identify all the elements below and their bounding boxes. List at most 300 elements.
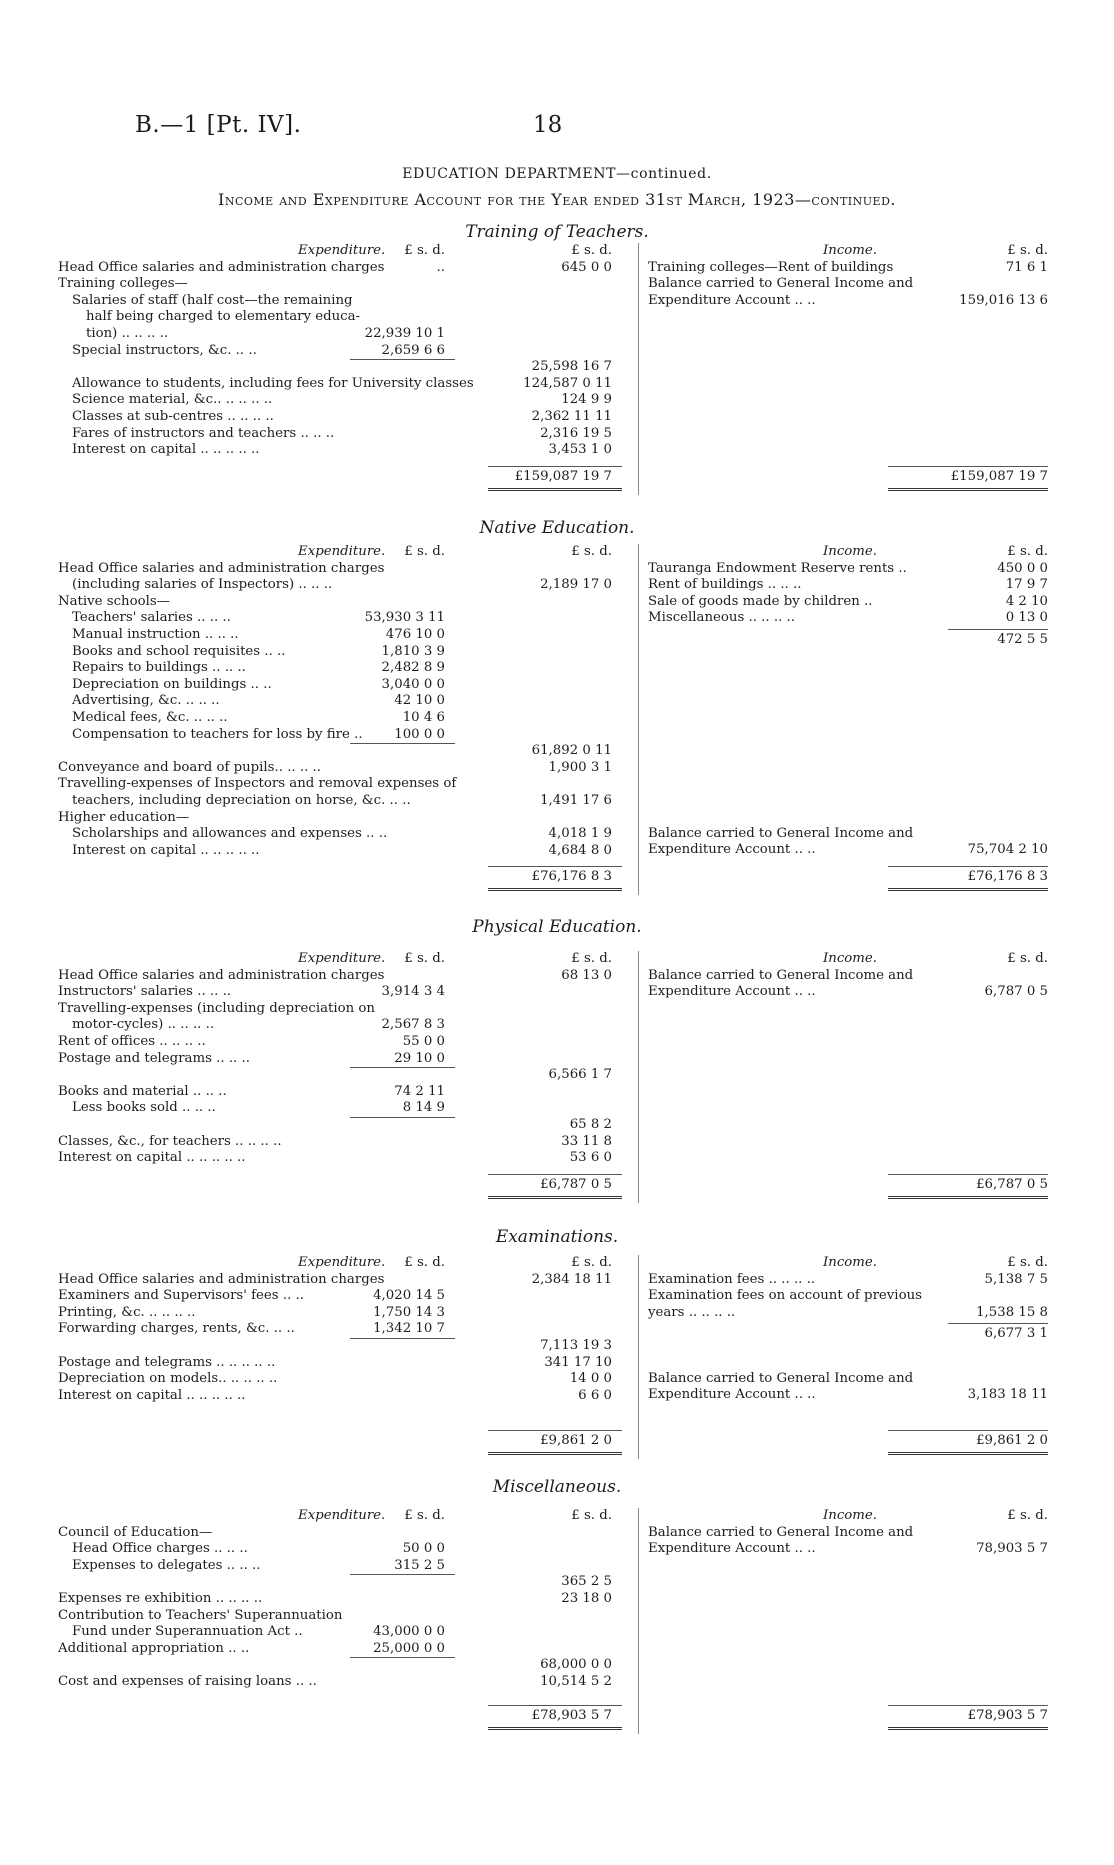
- row-label: Interest on capital .. .. .. .. ..: [58, 1150, 246, 1166]
- expenditure-header: [58, 951, 630, 968]
- amount-outer: 1,491 17 6: [540, 792, 612, 808]
- amount-inner: 100 0 0: [394, 726, 445, 742]
- row-label: Balance carried to General Income and: [648, 825, 914, 841]
- amount-inner: 315 2 5: [394, 1557, 445, 1573]
- expenditure-row: [58, 1624, 630, 1641]
- row-label: Travelling-expenses (including depreciation on: [58, 1000, 375, 1016]
- expenditure-row: [58, 1591, 630, 1608]
- row-label: Balance carried to General Income and: [648, 1524, 914, 1540]
- expenditure-total: £159,087 19 7: [514, 468, 612, 484]
- amount-inner: 3,040 0 0: [381, 676, 445, 692]
- amount-outer: 33 11 8: [561, 1133, 612, 1149]
- double-rule: [488, 888, 622, 891]
- total-rule: [488, 1174, 622, 1175]
- income-row: [648, 293, 1048, 310]
- amount-inner: 50 0 0: [402, 1541, 445, 1557]
- income-row: [648, 984, 1048, 1001]
- expenditure-column: [58, 1255, 630, 1453]
- expenditure-row: [58, 1034, 630, 1051]
- row-label: Examination fees on account of previous: [648, 1288, 922, 1304]
- expenditure-header: [58, 1255, 630, 1272]
- row-label: Salaries of staff (half cost—the remaining: [72, 292, 353, 308]
- amount: 78,903 5 7: [976, 1541, 1048, 1557]
- income-row: [648, 594, 1048, 611]
- section-title: Examinations.: [495, 1227, 619, 1247]
- row-label: Books and school requisites .. ..: [72, 643, 286, 659]
- pounds-sd-heading: £ s. d.: [1007, 1255, 1048, 1270]
- row-label: Expenditure Account .. ..: [648, 292, 816, 308]
- row-label: Head Office charges .. .. ..: [72, 1541, 248, 1557]
- expenditure-row: [58, 1001, 630, 1018]
- total-rule: [888, 466, 1048, 467]
- row-label: Compensation to teachers for loss by fire ..: [72, 726, 363, 742]
- pounds-sd-heading: £ s. d.: [571, 243, 612, 258]
- double-rule: [888, 888, 1048, 891]
- column-divider: [638, 1255, 639, 1459]
- expenditure-row: [58, 577, 630, 594]
- amount: 3,183 18 11: [967, 1387, 1048, 1403]
- expenditure-row: [58, 376, 630, 393]
- double-rule: [488, 1727, 622, 1730]
- row-label: Classes, &c., for teachers .. .. .. ..: [58, 1133, 282, 1149]
- amount-inner: 10 4 6: [402, 709, 445, 725]
- expenditure-total: £6,787 0 5: [540, 1176, 612, 1192]
- row-label: Repairs to buildings .. .. ..: [72, 660, 246, 676]
- income-column: [648, 1255, 1048, 1404]
- expenditure-row: [58, 392, 630, 409]
- expenditure-column: [58, 951, 630, 1197]
- amount-inner: 4,020 14 5: [373, 1288, 445, 1304]
- pounds-sd-heading: £ s. d.: [571, 1508, 612, 1523]
- pounds-sd-heading: £ s. d.: [571, 1255, 612, 1270]
- column-divider: [638, 951, 639, 1203]
- expenditure-row: [58, 343, 630, 360]
- amount: 4 2 10: [1005, 593, 1048, 609]
- total-rule: [888, 1705, 1048, 1706]
- expenditure-row: [58, 326, 630, 343]
- expenditure-total: £76,176 8 3: [531, 869, 612, 885]
- account-title: Income and Expenditure Account for the Year ended 31st March, 1923—continued.: [218, 190, 896, 209]
- row-label: Depreciation on models.. .. .. .. ..: [58, 1371, 278, 1387]
- row-label: Head Office salaries and administration charges: [58, 967, 385, 983]
- subtotal-row: [58, 1338, 630, 1355]
- expenditure-total-row: [58, 1177, 630, 1197]
- row-label: Rent of offices .. .. .. ..: [58, 1033, 206, 1049]
- expenditure-row: [58, 610, 630, 627]
- income-total: £78,903 5 7: [967, 1708, 1048, 1723]
- amount: 450 0 0: [997, 560, 1048, 576]
- amount-outer: 6,566 1 7: [548, 1067, 612, 1083]
- row-label: Expenses re exhibition .. .. .. ..: [58, 1590, 263, 1606]
- income-row: [648, 276, 1048, 293]
- expenditure-row: [58, 1541, 630, 1558]
- expenditure-header: [58, 544, 630, 561]
- expenditure-total: £78,903 5 7: [531, 1707, 612, 1723]
- row-label: Balance carried to General Income and: [648, 276, 914, 292]
- row-label: Interest on capital .. .. .. .. ..: [72, 442, 260, 458]
- row-label: Balance carried to General Income and: [648, 967, 914, 983]
- expenditure-row: [58, 1084, 630, 1101]
- amount-inner: 22,939 10 1: [364, 325, 445, 341]
- row-label: Fares of instructors and teachers .. .. ..: [72, 425, 335, 441]
- expenditure-row: [58, 1305, 630, 1322]
- row-label: years .. .. .. ..: [648, 1304, 736, 1320]
- row-label: Council of Education—: [58, 1524, 213, 1540]
- amount-outer: 124,587 0 11: [523, 375, 612, 391]
- expenditure-row: [58, 426, 630, 443]
- department-title: EDUCATION DEPARTMENT—continued.: [402, 166, 712, 182]
- section-title: Training of Teachers.: [465, 222, 649, 242]
- row-label: Advertising, &c. .. .. ..: [72, 693, 220, 709]
- expenditure-row: [58, 1525, 630, 1542]
- income-subtotal-row: [648, 1321, 1048, 1343]
- row-label: Postage and telegrams .. .. ..: [58, 1050, 250, 1066]
- subtotal-rule: [948, 629, 1048, 630]
- amount-outer: 6 6 0: [578, 1387, 612, 1403]
- amount-inner: 8 14 9: [402, 1100, 445, 1116]
- row-label: motor-cycles) .. .. .. ..: [72, 1017, 215, 1033]
- income-row: [648, 260, 1048, 277]
- amount: 5,138 7 5: [984, 1271, 1048, 1287]
- row-label: Balance carried to General Income and: [648, 1370, 914, 1386]
- row-label: Postage and telegrams .. .. .. .. ..: [58, 1354, 276, 1370]
- double-rule: [888, 1196, 1048, 1199]
- pounds-sd-heading: £ s. d.: [404, 544, 445, 559]
- double-rule: [488, 1196, 622, 1199]
- expenditure-header: [58, 243, 630, 260]
- amount: 1,538 15 8: [976, 1304, 1048, 1320]
- income-row: [648, 1387, 1048, 1404]
- amount-inner: 42 10 0: [394, 693, 445, 709]
- pounds-sd-heading: £ s. d.: [1007, 951, 1048, 966]
- expenditure-header: [58, 1508, 630, 1525]
- subtotal-row: [58, 1067, 630, 1084]
- income-row: [648, 1288, 1048, 1305]
- subtotal-row: [58, 1574, 630, 1591]
- income-heading: Income.: [823, 1508, 877, 1523]
- spacer: [648, 649, 1048, 826]
- income-total-row: [648, 1433, 1048, 1453]
- income-subtotal: 472 5 5: [997, 631, 1048, 647]
- expenditure-row: [58, 1608, 630, 1625]
- row-label: Manual instruction .. .. ..: [72, 626, 239, 642]
- amount-inner: 476 10 0: [385, 626, 445, 642]
- expenditure-total: £9,861 2 0: [540, 1432, 612, 1448]
- amount-inner: 43,000 0 0: [373, 1624, 445, 1640]
- amount-outer: 14 0 0: [569, 1371, 612, 1387]
- row-label: Additional appropriation .. ..: [58, 1640, 250, 1656]
- row-label: Cost and expenses of raising loans .. ..: [58, 1673, 317, 1689]
- amount-outer: 25,598 16 7: [531, 359, 612, 375]
- row-label: Fund under Superannuation Act ..: [72, 1624, 303, 1640]
- expenditure-row: [58, 644, 630, 661]
- row-label: Expenditure Account .. ..: [648, 984, 816, 1000]
- expenditure-row: [58, 627, 630, 644]
- income-row: [648, 826, 1048, 843]
- amount-inner: 1,342 10 7: [373, 1321, 445, 1337]
- row-label: Instructors' salaries .. .. ..: [58, 984, 232, 1000]
- income-header: [648, 951, 1048, 968]
- income-row: [648, 610, 1048, 627]
- income-column: [648, 243, 1048, 309]
- page-number: 18: [533, 112, 563, 138]
- income-header: [648, 243, 1048, 260]
- expenditure-row: [58, 843, 630, 860]
- pounds-sd-heading: £ s. d.: [404, 1255, 445, 1270]
- row-label: Head Office salaries and administration charges: [58, 1271, 385, 1287]
- row-label: Sale of goods made by children ..: [648, 593, 873, 609]
- expenditure-row: [58, 793, 630, 810]
- expenditure-row: [58, 561, 630, 578]
- amount: 0 13 0: [1005, 610, 1048, 626]
- total-rule: [488, 466, 622, 467]
- amount: 17 9 7: [1005, 577, 1048, 593]
- subtotal-rule: [948, 1323, 1048, 1324]
- expenditure-row: [58, 1150, 630, 1167]
- amount-outer: 7,113 19 3: [540, 1337, 612, 1353]
- account-section: [58, 544, 1048, 899]
- expenditure-row: [58, 776, 630, 793]
- income-heading: Income.: [823, 951, 877, 966]
- amount-outer: 68 13 0: [561, 967, 612, 983]
- expenditure-total-row: [58, 1708, 630, 1728]
- spacer: [58, 459, 630, 469]
- row-label: Classes at sub-centres .. .. .. ..: [72, 408, 274, 424]
- expenditure-row: [58, 260, 630, 277]
- pounds-sd-heading: £ s. d.: [1007, 1508, 1048, 1523]
- income-column: [648, 544, 1048, 859]
- income-column: [648, 1508, 1048, 1558]
- expenditure-row: [58, 1388, 630, 1405]
- subtotal-rule: [350, 359, 455, 360]
- income-total: £6,787 0 5: [976, 1176, 1048, 1192]
- row-label: Head Office salaries and administration charges: [58, 259, 385, 275]
- income-row: [648, 1371, 1048, 1388]
- subtotal-rule: [350, 743, 455, 744]
- amount-outer: 341 17 10: [544, 1354, 612, 1370]
- total-rule: [888, 1430, 1048, 1431]
- subtotal-rule: [350, 1117, 455, 1118]
- pounds-sd-heading: £ s. d.: [571, 951, 612, 966]
- pounds-sd-heading: £ s. d.: [404, 951, 445, 966]
- income-heading: Income.: [823, 243, 877, 258]
- amount: 71 6 1: [1005, 259, 1048, 275]
- expenditure-row: [58, 1355, 630, 1372]
- subtotal-rule: [350, 1338, 455, 1339]
- expenditure-row: [58, 1272, 630, 1289]
- amount-outer: 68,000 0 0: [540, 1657, 612, 1673]
- income-row: [648, 577, 1048, 594]
- row-label: Teachers' salaries .. .. ..: [72, 610, 231, 626]
- amount-outer: 2,316 19 5: [540, 425, 612, 441]
- expenditure-row: [58, 1674, 630, 1691]
- amount-outer: 61,892 0 11: [531, 743, 612, 759]
- amount-outer: 10,514 5 2: [540, 1673, 612, 1689]
- row-label: Scholarships and allowances and expenses .. ..: [72, 826, 388, 842]
- subtotal-row: [58, 743, 630, 760]
- amount-outer: 53 6 0: [569, 1150, 612, 1166]
- subtotal-rule: [350, 1574, 455, 1575]
- expenditure-row: [58, 826, 630, 843]
- row-label: Travelling-expenses of Inspectors and removal expenses of: [58, 776, 457, 792]
- income-subtotal: 6,677 3 1: [984, 1326, 1048, 1342]
- expenditure-row: [58, 594, 630, 611]
- expenditure-heading: Expenditure.: [298, 544, 386, 559]
- spacer: [58, 1167, 630, 1177]
- expenditure-row: [58, 1051, 630, 1068]
- amount-outer: 4,684 8 0: [548, 842, 612, 858]
- expenditure-row: [58, 293, 630, 310]
- row-label: Expenditure Account .. ..: [648, 1387, 816, 1403]
- amount-inner: 25,000 0 0: [373, 1640, 445, 1656]
- row-label: half being charged to elementary educa-: [86, 309, 361, 325]
- income-total: £9,861 2 0: [976, 1433, 1048, 1448]
- income-heading: Income.: [823, 544, 877, 559]
- expenditure-row: [58, 1017, 630, 1034]
- amount-outer: 2,189 17 0: [540, 577, 612, 593]
- row-label: Printing, &c. .. .. .. ..: [58, 1304, 196, 1320]
- row-label: Examination fees .. .. .. ..: [648, 1271, 816, 1287]
- account-section: [58, 1255, 1048, 1463]
- expenditure-row: [58, 710, 630, 727]
- subtotal-row: [58, 1117, 630, 1134]
- income-header: [648, 1255, 1048, 1272]
- row-label: Contribution to Teachers' Superannuation: [58, 1607, 343, 1623]
- subtotal-row: [58, 359, 630, 376]
- income-row: [648, 1305, 1048, 1322]
- row-label: (including salaries of Inspectors) .. .. ..: [72, 577, 333, 593]
- amount-outer: 124 9 9: [561, 392, 612, 408]
- row-label: tion) .. .. .. ..: [86, 325, 169, 341]
- account-section: [58, 951, 1048, 1192]
- income-heading: Income.: [823, 1255, 877, 1270]
- expenditure-row: [58, 677, 630, 694]
- expenditure-row: [58, 409, 630, 426]
- column-divider: [638, 243, 639, 495]
- double-rule: [888, 1727, 1048, 1730]
- income-row: [648, 1272, 1048, 1289]
- expenditure-column: [58, 1508, 630, 1728]
- row-label: Expenditure Account .. ..: [648, 1541, 816, 1557]
- income-row: [648, 561, 1048, 578]
- total-rule: [888, 866, 1048, 867]
- income-total-row: [648, 869, 1048, 889]
- double-rule: [888, 488, 1048, 491]
- report-code: B.—1 [Pt. IV].: [135, 112, 302, 138]
- amount-outer: 365 2 5: [561, 1574, 612, 1590]
- expenditure-row: [58, 1641, 630, 1658]
- expenditure-heading: Expenditure.: [298, 243, 386, 258]
- row-label: teachers, including depreciation on horse, &c. .. ..: [72, 792, 411, 808]
- row-label: Forwarding charges, rents, &c. .. ..: [58, 1321, 295, 1337]
- expenditure-heading: Expenditure.: [298, 951, 386, 966]
- row-label: Books and material .. .. ..: [58, 1083, 227, 1099]
- expenditure-heading: Expenditure.: [298, 1255, 386, 1270]
- amount-outer: 2,384 18 11: [531, 1271, 612, 1287]
- income-subtotal-row: [648, 627, 1048, 649]
- income-column: [648, 951, 1048, 1001]
- income-total-row: [648, 1708, 1048, 1728]
- amount-inner: 2,659 6 6: [381, 342, 445, 358]
- expenditure-row: [58, 1288, 630, 1305]
- expenditure-row: [58, 1321, 630, 1338]
- pounds-sd-heading: £ s. d.: [404, 1508, 445, 1523]
- expenditure-row: [58, 660, 630, 677]
- total-rule: [488, 1705, 622, 1706]
- row-label: Expenses to delegates .. .. ..: [72, 1557, 261, 1573]
- row-label: Tauranga Endowment Reserve rents ..: [648, 560, 907, 576]
- row-label: Native schools—: [58, 593, 170, 609]
- income-row: [648, 1525, 1048, 1542]
- amount-outer: 23 18 0: [561, 1590, 612, 1606]
- spacer: [648, 1343, 1048, 1370]
- expenditure-row: [58, 1558, 630, 1575]
- row-label: Miscellaneous .. .. .. ..: [648, 610, 795, 626]
- expenditure-row: [58, 968, 630, 985]
- total-rule: [488, 866, 622, 867]
- amount-outer: 645 0 0: [561, 259, 612, 275]
- expenditure-column: [58, 243, 630, 489]
- expenditure-heading: Expenditure.: [298, 1508, 386, 1523]
- expenditure-row: [58, 442, 630, 459]
- income-total: £159,087 19 7: [950, 468, 1048, 484]
- subtotal-row: [58, 1657, 630, 1674]
- expenditure-column: [58, 544, 630, 889]
- spacer: [58, 1404, 630, 1433]
- pounds-sd-heading: £ s. d.: [1007, 544, 1048, 559]
- income-total: £76,176 8 3: [967, 869, 1048, 885]
- expenditure-total-row: [58, 1433, 630, 1453]
- total-rule: [888, 1174, 1048, 1175]
- row-label: Interest on capital .. .. .. .. ..: [72, 842, 260, 858]
- double-rule: [888, 1452, 1048, 1455]
- amount-inner: ..: [436, 259, 445, 275]
- amount-outer: 65 8 2: [569, 1116, 612, 1132]
- account-section: [58, 1508, 1048, 1738]
- income-total-row: [648, 469, 1048, 489]
- income-header: [648, 1508, 1048, 1525]
- account-section: [58, 243, 1048, 484]
- amount-outer: 3,453 1 0: [548, 442, 612, 458]
- total-rule: [488, 1430, 622, 1431]
- section-title: Native Education.: [479, 518, 635, 538]
- section-title: Miscellaneous.: [492, 1477, 622, 1497]
- amount-inner: 1,810 3 9: [381, 643, 445, 659]
- amount-inner: 2,482 8 9: [381, 660, 445, 676]
- expenditure-row: [58, 693, 630, 710]
- amount: 75,704 2 10: [967, 842, 1048, 858]
- row-label: Rent of buildings .. .. ..: [648, 577, 802, 593]
- row-label: Training colleges—Rent of buildings: [648, 259, 894, 275]
- column-divider: [638, 544, 639, 895]
- amount-inner: 53,930 3 11: [364, 610, 445, 626]
- row-label: Less books sold .. .. ..: [72, 1100, 216, 1116]
- expenditure-row: [58, 309, 630, 326]
- amount-outer: 1,900 3 1: [548, 759, 612, 775]
- amount-outer: 4,018 1 9: [548, 826, 612, 842]
- amount-inner: 3,914 3 4: [381, 984, 445, 1000]
- expenditure-row: [58, 727, 630, 744]
- income-row: [648, 1541, 1048, 1558]
- spacer: [58, 859, 630, 869]
- amount-outer: 2,362 11 11: [531, 408, 612, 424]
- amount-inner: 29 10 0: [394, 1050, 445, 1066]
- row-label: Training colleges—: [58, 276, 188, 292]
- expenditure-row: [58, 1100, 630, 1117]
- expenditure-row: [58, 760, 630, 777]
- income-header: [648, 544, 1048, 561]
- amount-inner: 74 2 11: [394, 1083, 445, 1099]
